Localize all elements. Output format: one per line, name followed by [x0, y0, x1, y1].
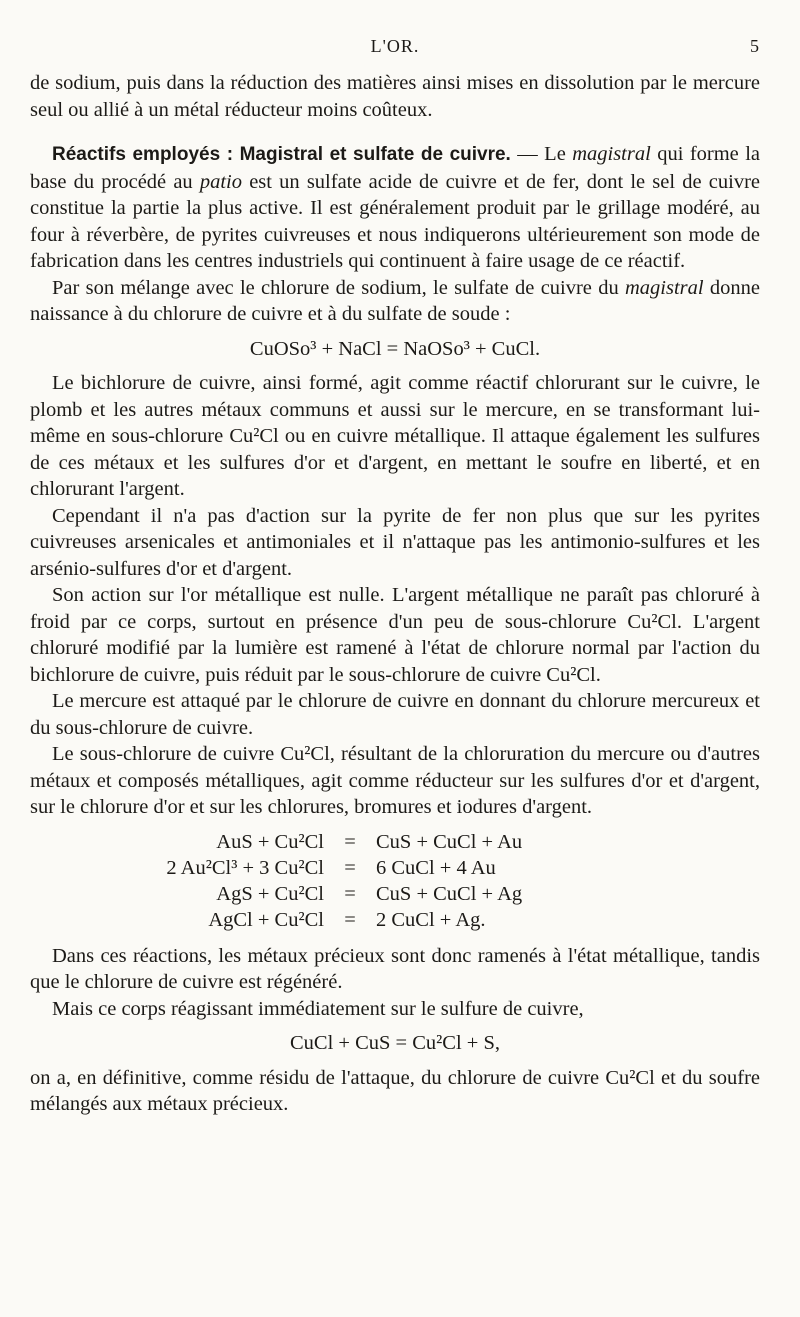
running-title: L'OR. [370, 36, 420, 56]
paragraph: Le bichlorure de cuivre, ainsi formé, agit comme réactif chlorurant sur le cuivre, le plomb et les autres métaux communs et aussi sur le mercure, en se transformant lui-même en sous-chlorure Cu²Cl ou en cuivre métallique. Il attaque également les sulfures de ces métaux et les sulfures d'or et d'argent, en mettant le soufre en liberté, et en chlorurant l'argent. [30, 372, 760, 500]
equation-row [30, 829, 526, 855]
page-body [30, 70, 760, 1118]
equation-operator: = [344, 908, 356, 931]
paragraph: on a, en définitive, comme résidu de l'attaque, du chlorure de cuivre Cu²Cl et du soufre mélangés aux métaux précieux. [30, 1066, 760, 1115]
equation-row [30, 855, 526, 881]
equation: CuCl + CuS = Cu²Cl + S, [289, 1032, 500, 1054]
paragraph: Le mercure est attaqué par le chlorure de cuivre en donnant du chlorure mercureux et du sous-chlorure de cuivre. [30, 690, 760, 739]
equation-row [30, 881, 526, 907]
equation-left: AgCl + Cu²Cl [208, 908, 324, 931]
equation-left: AuS + Cu²Cl [216, 830, 324, 853]
paragraph: de sodium, puis dans la réduction des matières ainsi mises en dissolution par le mercure seul ou allié à un métal réducteur moins coûteux. [30, 72, 760, 121]
equation-right: CuS + CuCl + Au [376, 830, 523, 853]
running-header [30, 36, 760, 66]
equation-row [30, 907, 526, 933]
equation-block [30, 829, 526, 933]
equation-right: 6 CuCl + 4 Au [376, 856, 496, 879]
paragraph: Par son mélange avec le chlorure de sodium, le sulfate de cuivre du magistral donne naissance à du chlorure de cuivre et à du sulfate de soude : [30, 276, 760, 325]
paragraph-reactifs: Réactifs employés : Magistral et sulfate de cuivre. — Le magistral qui forme la base du procédé au patio est un sulfate acide de cuivre et de fer, dont le sel de cuivre constitue la partie la plus active. Il est généralement produit par le grillage modéré, au four à réverbère, de pyrites cuivreuses et nous indiquerons ultérieurement son mode de fabrication dans les centres industriels qui continuent à faire usage de ce réactif. [30, 143, 760, 272]
paragraph: Dans ces réactions, les métaux précieux sont donc ramenés à l'état métallique, tandis que le chlorure de cuivre est régénéré. [30, 944, 760, 993]
paragraph: Son action sur l'or métallique est nulle. L'argent métallique ne paraît pas chloruré à froid par ce corps, surtout en présence d'un peu de sous-chlorure Cu²Cl. L'argent chloruré modifié par la lumière est ramené à l'état de chlorure normal par l'action du bichlorure de cuivre, puis réduit par le sous-chlorure de cuivre Cu²Cl. [30, 584, 760, 686]
equation: CuOSo³ + NaCl = NaOSo³ + CuCl. [249, 337, 541, 360]
equation-operator: = [344, 830, 356, 853]
equation-operator: = [344, 882, 356, 905]
page-number: 5 [750, 36, 760, 56]
equation-operator: = [344, 856, 356, 879]
paragraph: Mais ce corps réagissant immédiatement sur le sulfure de cuivre, [52, 997, 584, 1020]
equation-right: 2 CuCl + Ag. [376, 908, 486, 931]
equation-left: AgS + Cu²Cl [216, 882, 324, 905]
equation-left: 2 Au²Cl³ + 3 Cu²Cl [166, 856, 324, 879]
paragraph: Cependant il n'a pas d'action sur la pyrite de fer non plus que sur les pyrites cuivreuses arsenicales et antimoniales et il n'attaque pas les antimonio-sulfures et les arsénio-sulfures d'or et d'argent. [30, 504, 760, 580]
equation-right: CuS + CuCl + Ag [376, 882, 523, 905]
paragraph: Le sous-chlorure de cuivre Cu²Cl, résultant de la chloruration du mercure ou d'autres métaux et composés métalliques, agit comme réducteur sur les sulfures d'or et d'argent, sur le chlorure d'or et sur les chlorures, bromures et iodures d'argent. [30, 743, 760, 818]
section-heading: Réactifs employés : Magistral et sulfate de cuivre. [52, 144, 511, 165]
